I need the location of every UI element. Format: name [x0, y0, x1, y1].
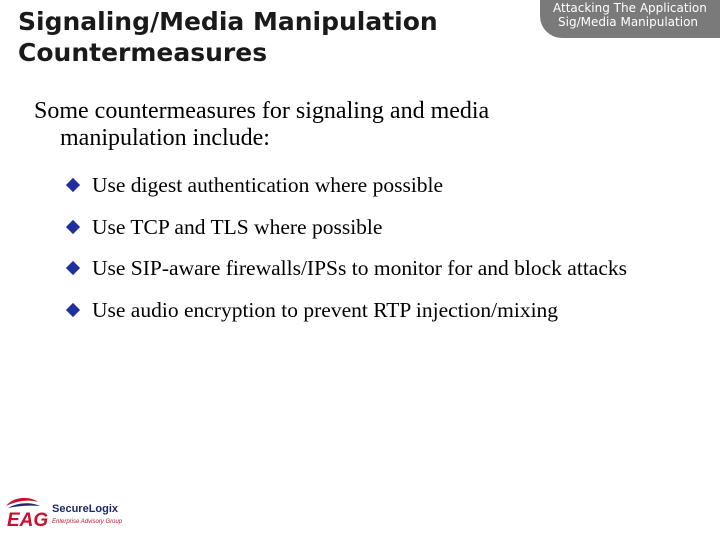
bullet-item	[66, 170, 716, 212]
intro-text	[34, 98, 674, 152]
bullet-text: Use audio encryption to prevent RTP injection/mixing	[92, 297, 559, 322]
bullet-item	[66, 295, 716, 337]
section-tab-text	[553, 1, 720, 29]
section-tab-line-1: Attacking The Application	[553, 1, 707, 15]
bullet-text: Use SIP-aware firewalls/IPSs to monitor for and block attacks	[92, 256, 627, 280]
eag-securelogix-logo	[4, 496, 138, 532]
bullet-item	[66, 253, 716, 295]
logo-tagline: Enterprise Advisory Group	[52, 519, 123, 525]
slide-title-line-2: Countermeasures	[18, 38, 268, 67]
logo-brand: SecureLogix	[52, 503, 119, 515]
slide-title	[18, 6, 518, 68]
diamond-bullet-icon	[66, 178, 80, 192]
bullet-text: Use TCP and TLS where possible	[92, 214, 383, 239]
slide-title-line-1: Signaling/Media Manipulation	[18, 7, 438, 36]
diamond-bullet-icon	[66, 261, 80, 275]
logo-graphic	[4, 496, 138, 532]
bullet-list	[66, 170, 716, 336]
intro-line-2: manipulation include:	[60, 125, 270, 151]
logo-mark: EAG	[7, 510, 49, 531]
diamond-bullet-icon	[66, 302, 80, 316]
intro-line-1: Some countermeasures for signaling and media	[34, 98, 490, 124]
bullet-item	[66, 212, 716, 254]
section-tab-line-2: Sig/Media Manipulation	[558, 15, 699, 29]
diamond-bullet-icon	[66, 219, 80, 233]
swoosh-icon	[6, 498, 40, 508]
bullet-text: Use digest authentication where possible	[92, 173, 444, 197]
